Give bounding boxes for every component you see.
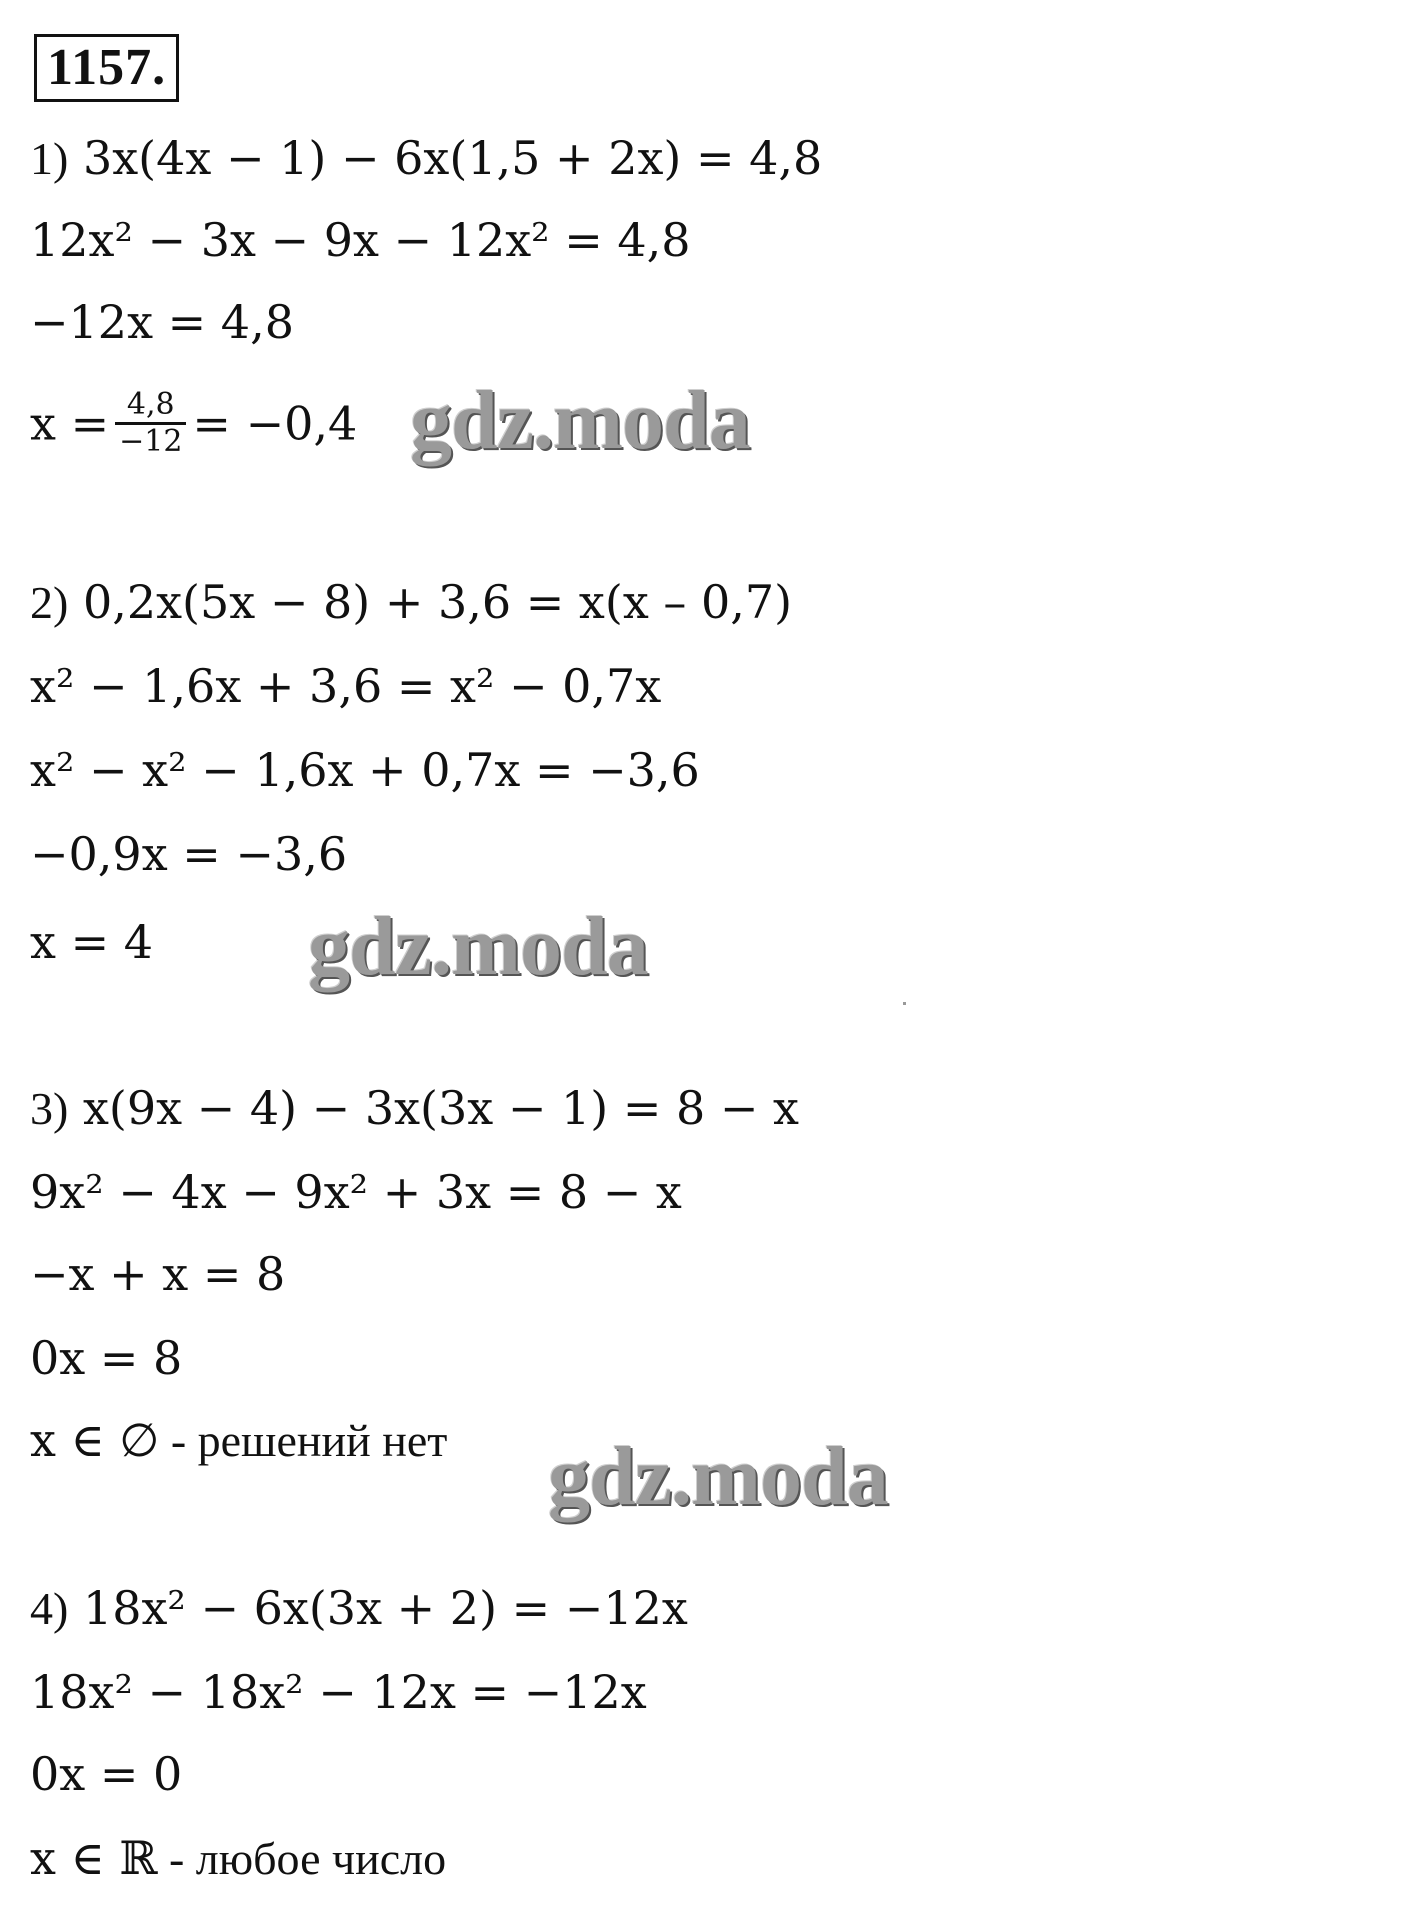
part2-step4: x = 4 <box>30 915 153 969</box>
watermark-logo: gdz.moda <box>410 374 750 467</box>
part2-equation: 2) 0,2x(5x − 8) + 3,6 = x(x – 0,7) <box>30 575 793 629</box>
part3-equation: 3) x(9x − 4) − 3x(3x − 1) = 8 − x <box>30 1081 799 1135</box>
part4-label: 4) <box>30 1583 69 1634</box>
speck-mark <box>903 1002 906 1005</box>
part3-step4: x ∈ ∅ - решений нет <box>30 1413 448 1467</box>
part1-equation: 1) 3x(4x − 1) − 6x(1,5 + 2x) = 4,8 <box>30 131 823 185</box>
part1-label: 1) <box>30 133 69 184</box>
part2-step3: −0,9x = −3,6 <box>30 827 348 881</box>
watermark-logo: gdz.moda <box>308 900 648 993</box>
watermark-logo: gdz.moda <box>548 1430 888 1523</box>
task-number: 1157. <box>34 34 179 102</box>
part1-step2: −12x = 4,8 <box>30 295 294 349</box>
part2-step1: x² − 1,6x + 3,6 = x² − 0,7x <box>30 659 662 713</box>
part3-step3: 0x = 8 <box>30 1331 183 1385</box>
part1-step3: x = $\frac{4,8}{-12}$ = −0,4 <box>30 387 358 459</box>
part1-step1: 12x² − 3x − 9x − 12x² = 4,8 <box>30 213 691 267</box>
part2-step2: x² − x² − 1,6x + 0,7x = −3,6 <box>30 743 700 797</box>
part4-step2: 0x = 0 <box>30 1747 183 1801</box>
part4-step3: x ∈ ℝ - любое число <box>30 1831 447 1885</box>
part3-label: 3) <box>30 1083 69 1134</box>
part1-fraction: $\frac{4,8}{-12}$ <box>115 388 186 459</box>
part3-step2: −x + x = 8 <box>30 1247 286 1301</box>
part4-step1: 18x² − 18x² − 12x = −12x <box>30 1665 647 1719</box>
part4-equation: 4) 18x² − 6x(3x + 2) = −12x <box>30 1581 688 1635</box>
part2-label: 2) <box>30 577 69 628</box>
part3-step1: 9x² − 4x − 9x² + 3x = 8 − x <box>30 1165 682 1219</box>
